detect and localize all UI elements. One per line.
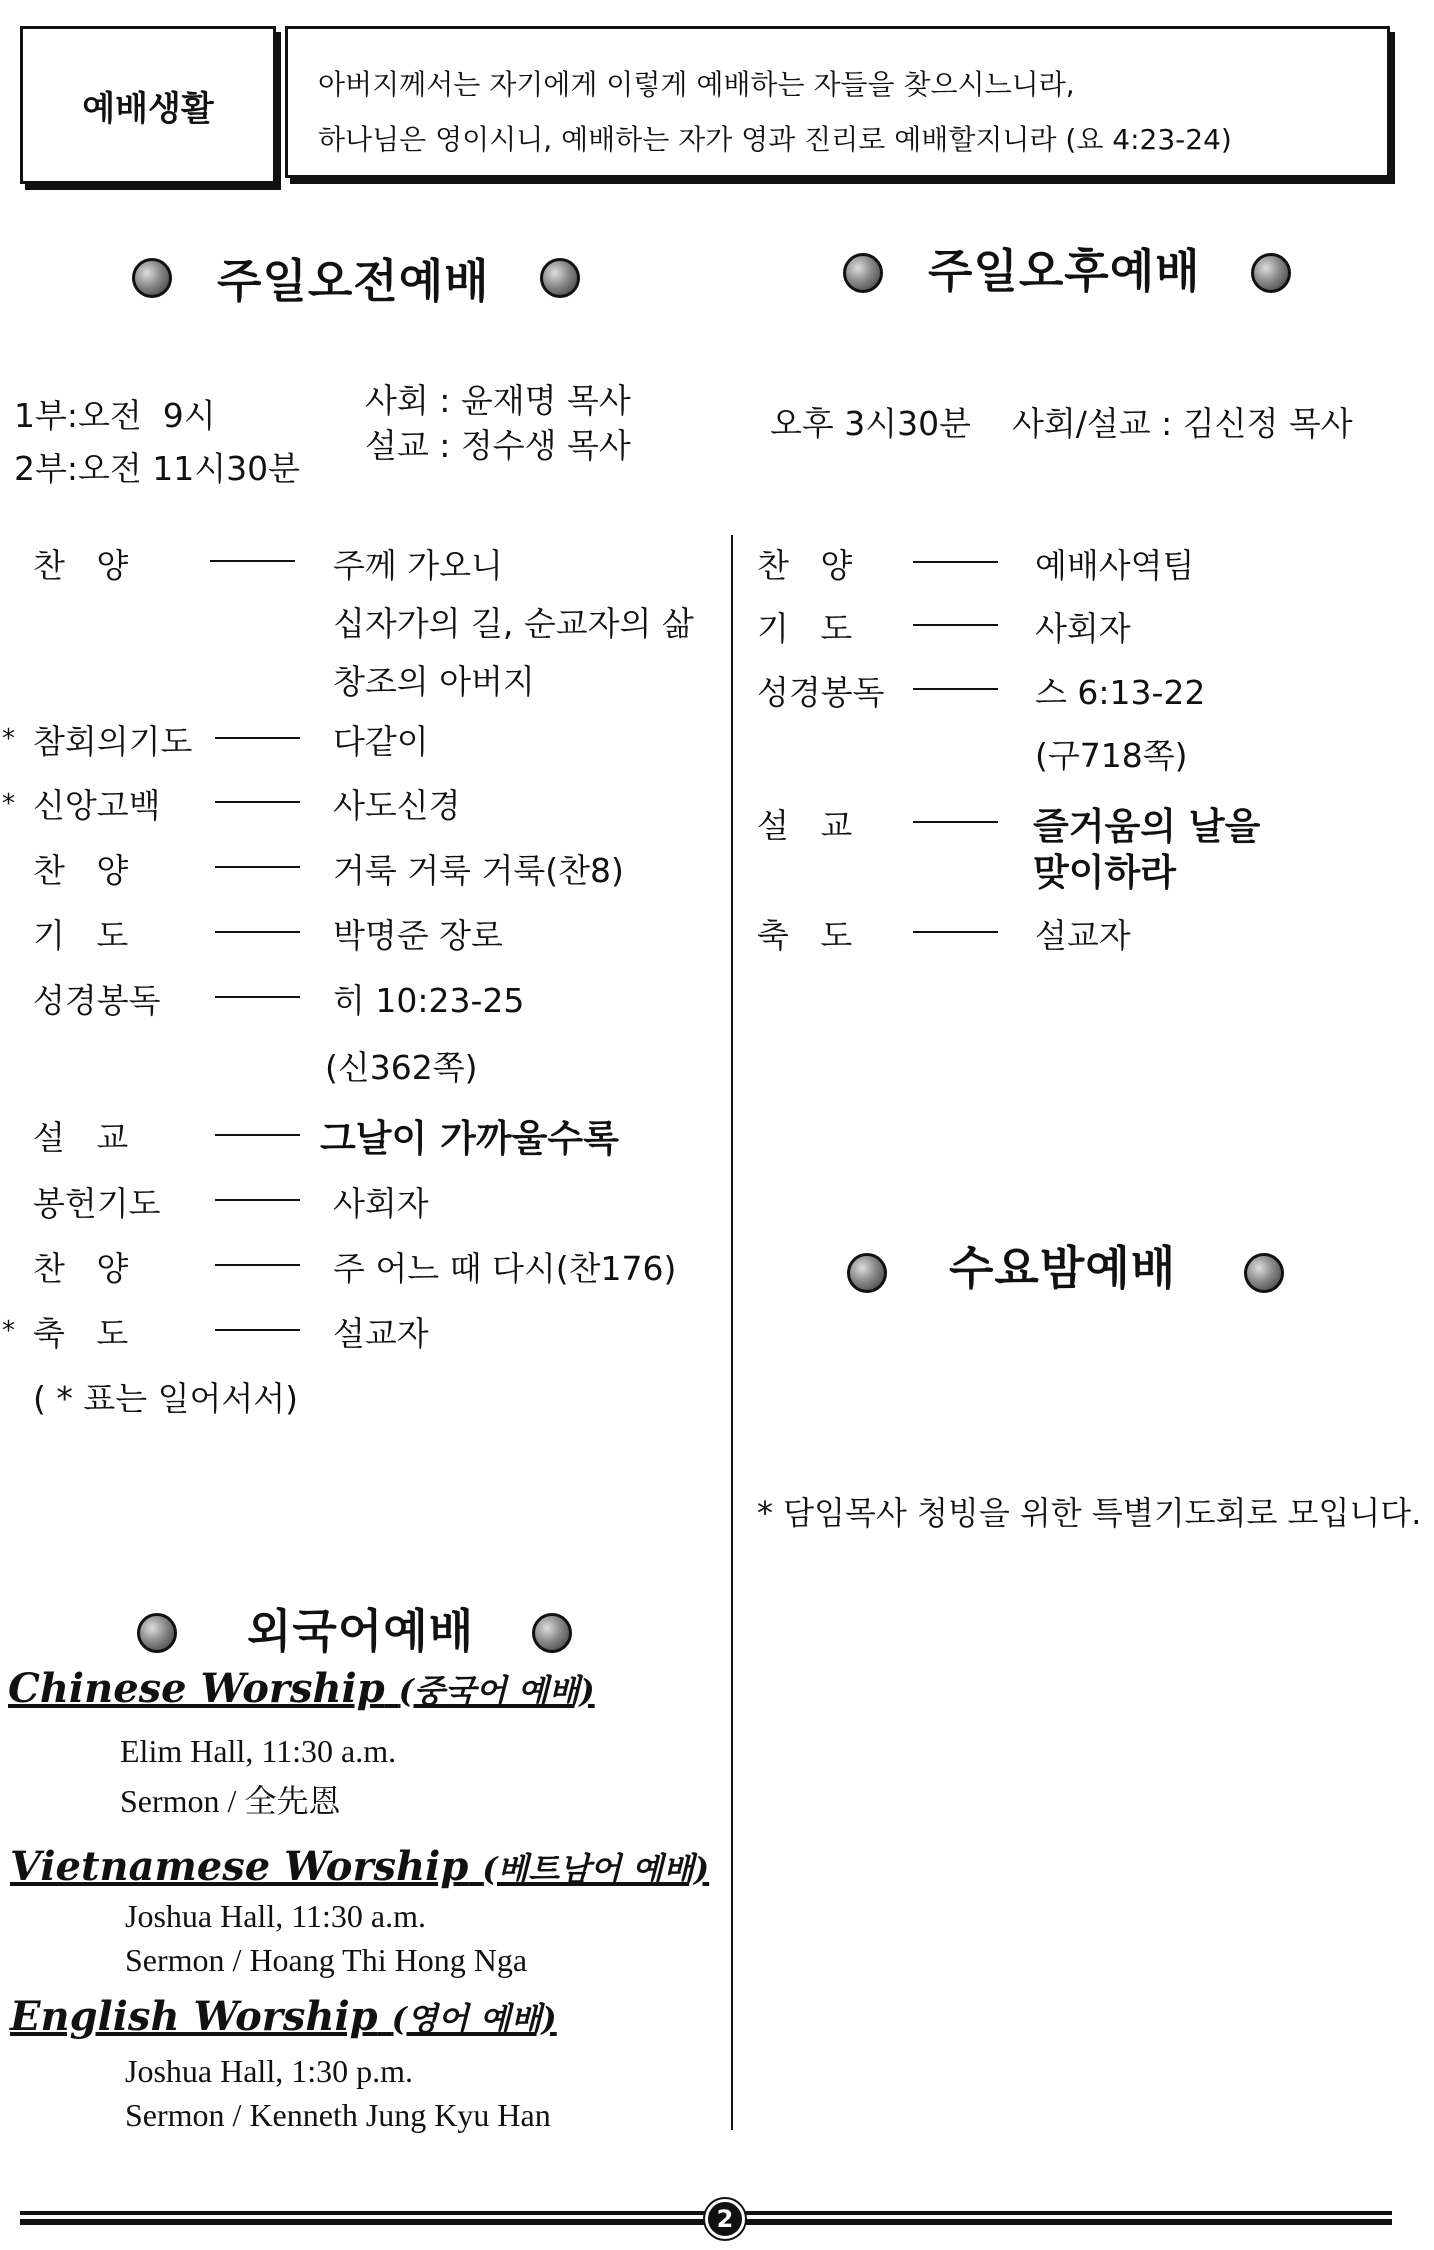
service-name: English Worship xyxy=(10,1993,378,2040)
item-value: 히 10:23-25 xyxy=(333,981,525,1020)
dash-line xyxy=(215,1264,300,1266)
morning-time-2: 2부:오전 11시30분 xyxy=(14,449,300,488)
afternoon-service-title: 주일오후예배 xyxy=(928,244,1201,298)
english-worship-title xyxy=(10,1993,557,2040)
morning-leader: 사회 : 윤재명 목사 xyxy=(365,381,631,420)
item-label: 봉헌기도 xyxy=(33,1184,161,1223)
morning-time-1: 1부:오전 9시 xyxy=(14,396,216,435)
item-label: 참회의기도 xyxy=(33,722,193,761)
item-value: 사회자 xyxy=(1035,609,1131,648)
stand-mark: * xyxy=(2,724,15,754)
afternoon-time: 오후 3시30분 xyxy=(770,404,971,443)
item-value: 사회자 xyxy=(333,1184,429,1223)
foreign-service-heading xyxy=(137,1605,572,1661)
sermon-title-line-2: 맞이하라 xyxy=(1033,851,1176,894)
item-value: 예배사역팀 xyxy=(1035,546,1195,585)
dash-line xyxy=(913,688,998,690)
bullet-ball-icon xyxy=(847,1253,887,1293)
item-value: 주 어느 때 다시(찬176) xyxy=(333,1249,677,1288)
item-label: 기 도 xyxy=(33,916,129,955)
dash-line xyxy=(913,561,998,563)
sermon-title-line-1: 즐거움의 날을 xyxy=(1033,805,1261,848)
item-label: 찬 양 xyxy=(757,546,853,585)
service-name-kr: (영어 예배) xyxy=(391,2000,557,2038)
stand-mark: * xyxy=(2,1316,15,1346)
item-value: 창조의 아버지 xyxy=(333,662,535,701)
item-value: 주께 가오니 xyxy=(333,546,503,585)
verse-line-2: 하나님은 영이시니, 예배하는 자가 영과 진리로 예배할지니라 (요 4:23-24) xyxy=(318,123,1232,156)
afternoon-service-heading xyxy=(843,245,1291,301)
bullet-ball-icon xyxy=(132,258,172,298)
stand-mark: * xyxy=(2,789,15,819)
scripture-box xyxy=(285,26,1390,178)
wednesday-service-title: 수요밤예배 xyxy=(949,1241,1177,1295)
page-number: 2 xyxy=(705,2199,745,2239)
column-divider xyxy=(731,535,733,2130)
vietnamese-worship-title xyxy=(10,1843,709,1890)
item-value: (구718쪽) xyxy=(1035,736,1188,775)
dash-line xyxy=(215,866,300,868)
item-label: 찬 양 xyxy=(33,546,129,585)
item-label: 기 도 xyxy=(757,609,853,648)
dash-line xyxy=(913,821,998,823)
bullet-ball-icon xyxy=(1244,1253,1284,1293)
service-sermon: Sermon / Hoang Thi Hong Nga xyxy=(125,1942,528,1978)
wednesday-service-heading xyxy=(847,1241,1284,1298)
item-value: 거룩 거룩 거룩(찬8) xyxy=(333,851,624,890)
item-label: 찬 양 xyxy=(33,851,129,890)
item-value: 사도신경 xyxy=(333,786,461,825)
dash-line xyxy=(215,1329,300,1331)
chinese-worship-title xyxy=(8,1665,595,1712)
foreign-service-title: 외국어예배 xyxy=(247,1604,475,1658)
item-label: 찬 양 xyxy=(33,1249,129,1288)
dash-line xyxy=(210,560,295,562)
dash-line xyxy=(215,801,300,803)
dash-line xyxy=(215,737,300,739)
wednesday-note: * 담임목사 청빙을 위한 특별기도회로 모입니다. xyxy=(757,1494,1422,1532)
item-value: 십자가의 길, 순교자의 삶 xyxy=(333,604,694,643)
item-label: 설 교 xyxy=(33,1118,129,1157)
bullet-ball-icon xyxy=(843,253,883,293)
item-value: (신362쪽) xyxy=(325,1048,478,1087)
service-name-kr: (중국어 예배) xyxy=(398,1672,595,1710)
service-name: Vietnamese Worship xyxy=(10,1843,469,1890)
item-value: 다같이 xyxy=(333,722,429,761)
dash-line xyxy=(215,1199,300,1201)
dash-line xyxy=(913,931,998,933)
item-label: 축 도 xyxy=(757,916,853,955)
dash-line xyxy=(215,996,300,998)
sermon-title: 그날이 가까울수록 xyxy=(320,1117,619,1160)
item-value: 스 6:13-22 xyxy=(1035,673,1206,712)
item-label: 축 도 xyxy=(33,1314,129,1353)
item-value: 설교자 xyxy=(333,1314,429,1353)
bullet-ball-icon xyxy=(540,258,580,298)
service-name-kr: (베트남어 예배) xyxy=(482,1850,710,1888)
dash-line xyxy=(913,624,998,626)
item-value: 설교자 xyxy=(1035,916,1131,955)
bullet-ball-icon xyxy=(137,1613,177,1653)
item-label: 신앙고백 xyxy=(33,786,161,825)
bullet-ball-icon xyxy=(532,1613,572,1653)
morning-service-title: 주일오전예배 xyxy=(217,254,490,308)
service-sermon: Sermon / Kenneth Jung Kyu Han xyxy=(125,2097,551,2133)
service-place: Elim Hall, 11:30 a.m. xyxy=(120,1733,397,1769)
item-label: 성경봉독 xyxy=(757,673,885,712)
section-label: 예배생활 xyxy=(82,88,214,129)
verse-line-1: 아버지께서는 자기에게 이렇게 예배하는 자들을 찾으시느니라, xyxy=(318,68,1075,101)
dash-line xyxy=(215,931,300,933)
morning-preacher: 설교 : 정수생 목사 xyxy=(365,426,631,465)
service-sermon: Sermon / 全先恩 xyxy=(120,1783,341,1819)
service-place: Joshua Hall, 11:30 a.m. xyxy=(125,1898,426,1934)
dash-line xyxy=(215,1134,300,1136)
item-value: 박명준 장로 xyxy=(333,916,503,955)
item-label: 성경봉독 xyxy=(33,981,161,1020)
morning-service-heading xyxy=(132,245,580,311)
service-name: Chinese Worship xyxy=(8,1665,385,1712)
item-label: 설 교 xyxy=(757,806,853,845)
afternoon-leader: 사회/설교 : 김신정 목사 xyxy=(1012,404,1353,443)
service-place: Joshua Hall, 1:30 p.m. xyxy=(125,2053,413,2089)
section-label-box xyxy=(20,26,276,184)
bullet-ball-icon xyxy=(1251,253,1291,293)
standing-note: ( * 표는 일어서서) xyxy=(33,1379,298,1418)
